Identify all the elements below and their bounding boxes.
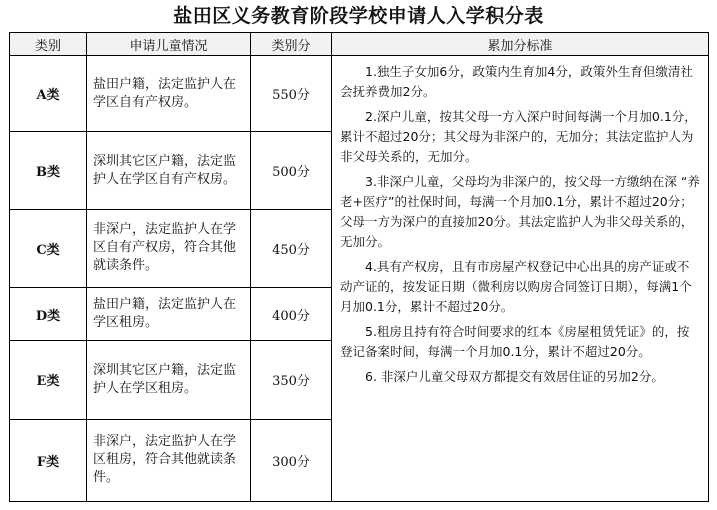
- category-cell: C类: [10, 209, 87, 287]
- category-cell: B类: [10, 132, 87, 209]
- score-cell: 450分: [251, 209, 332, 287]
- bonus-rule: 5.租房且持有符合时间要求的红本《房屋租赁凭证》的，按登记备案时间，每满一个月加0.1分，累计不超过20分。: [340, 324, 690, 360]
- situation-cell: 非深户，法定监护人在学区租房，符合其他就读条件。: [87, 419, 251, 501]
- table-header-row: [10, 33, 709, 56]
- table-row: [10, 56, 709, 132]
- situation-cell: 深圳其它区户籍，法定监护人在学区自有产权房。: [87, 132, 251, 209]
- bonus-rule: 1.独生子女加6分，政策内生育加4分，政策外生育但缴清社会抚养费加2分。: [340, 64, 693, 100]
- score-cell: 300分: [251, 419, 332, 501]
- category-cell: E类: [10, 341, 87, 419]
- header-bonus: 累加分标准: [332, 33, 709, 56]
- header-category: 类别: [10, 33, 87, 56]
- situation-cell: 盐田户籍，法定监护人在学区租房。: [87, 288, 251, 341]
- category-cell: F类: [10, 419, 87, 501]
- score-cell: 400分: [251, 288, 332, 341]
- score-cell: 550分: [251, 56, 332, 132]
- situation-cell: 深圳其它区户籍，法定监护人在学区租房。: [87, 341, 251, 419]
- category-cell: D类: [10, 288, 87, 341]
- bonus-rule: 3.非深户儿童，父母均为非深户的，按父母一方缴纳在深 “养老+医疗”的社保时间，每满一个月加0.1分，累计不超过20分；父母一方为深户的直接加20分。其法定监护人为非父母关系的，无加分。: [340, 174, 700, 250]
- score-cell: 500分: [251, 132, 332, 209]
- situation-cell: 非深户，法定监护人在学区自有产权房，符合其他就读条件。: [87, 209, 251, 287]
- bonus-rule: 4.具有产权房，且有市房屋产权登记中心出具的房产证或不动产证的，按发证日期（微利房以购房合同签订日期），每满1个月加0.1分，累计不超过20分。: [340, 259, 692, 315]
- score-cell: 350分: [251, 341, 332, 419]
- header-situation: 申请儿童情况: [87, 33, 251, 56]
- admission-score-table: [9, 32, 709, 502]
- category-cell: A类: [10, 56, 87, 132]
- bonus-rules-cell: [332, 56, 709, 502]
- page-title: 盐田区义务教育阶段学校申请人入学积分表: [173, 5, 544, 27]
- bonus-rule: 6. 非深户儿童父母双方都提交有效居住证的另加2分。: [365, 369, 664, 385]
- situation-cell: 盐田户籍，法定监护人在学区自有产权房。: [87, 56, 251, 132]
- bonus-rule: 2.深户儿童，按其父母一方入深户时间每满一个月加0.1分，累计不超过20分；其父母为非深户的，无加分；其法定监护人为非父母关系的，无加分。: [340, 109, 697, 165]
- header-score: 类别分: [251, 33, 332, 56]
